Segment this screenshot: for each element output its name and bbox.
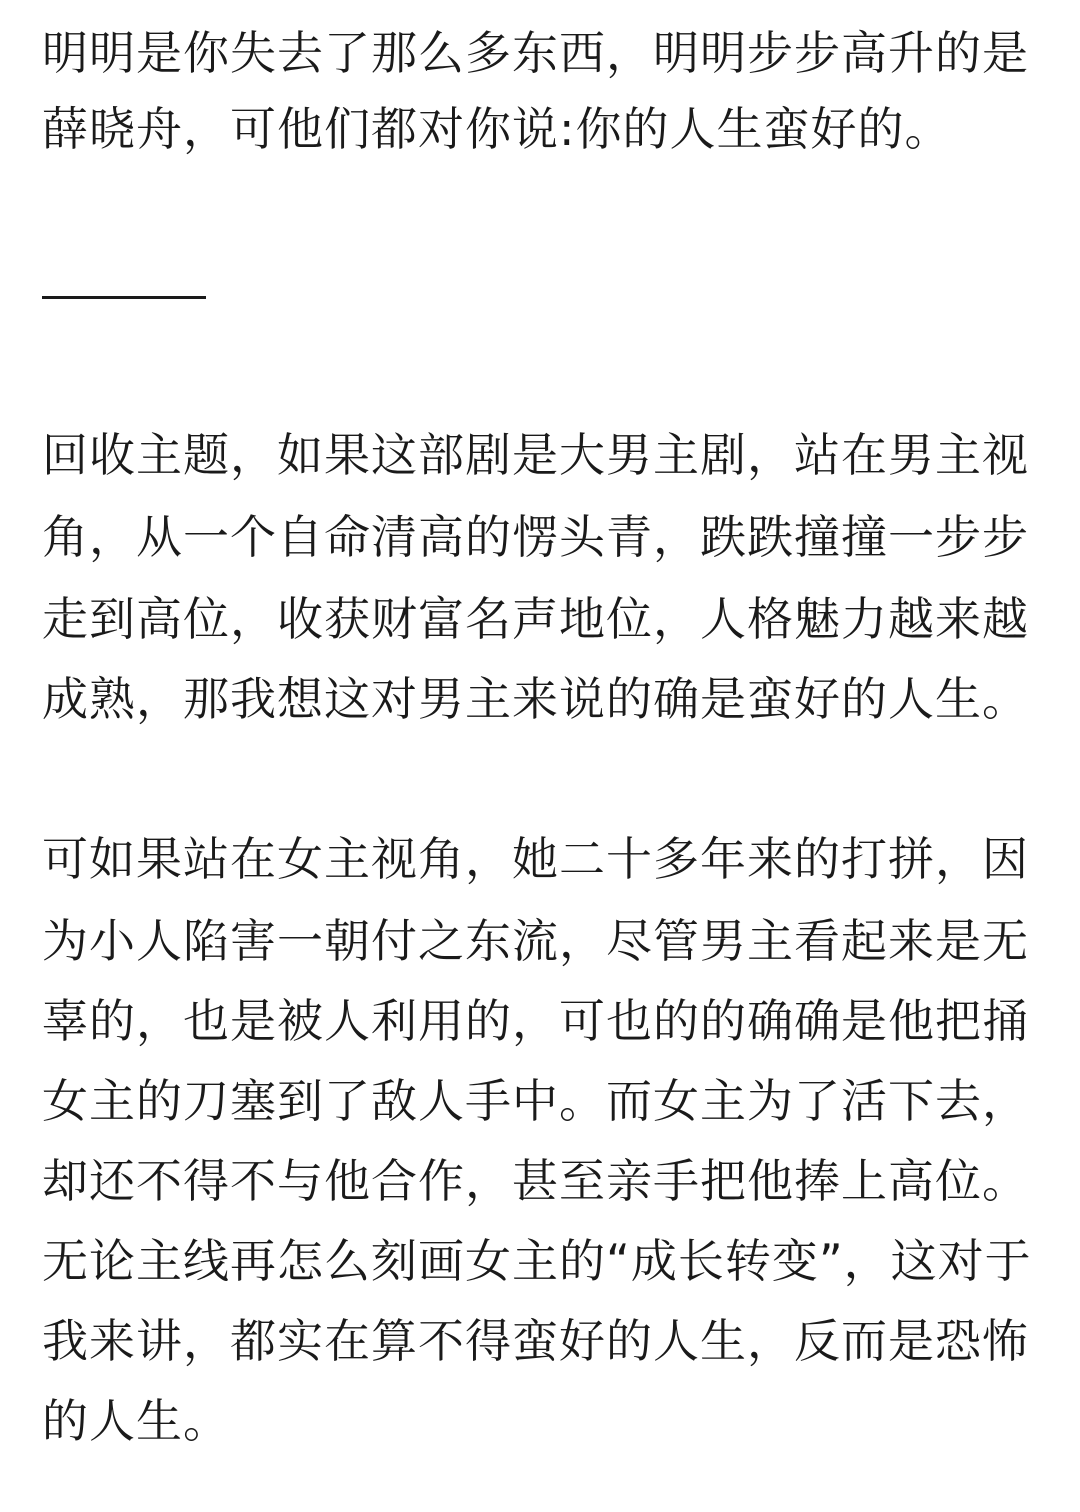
- paragraph-3-line-4: 女主的刀塞到了敌人手中。而女主为了活下去，: [42, 1074, 1029, 1128]
- paragraph-3-line-5: 却还不得不与他合作，甚至亲手把他捧上高位。: [42, 1154, 1029, 1208]
- paragraph-3-line-1: 可如果站在女主视角，她二十多年来的打拼，因: [42, 832, 1029, 886]
- paragraph-2-line-3: 走到高位，收获财富名声地位，人格魅力越来越: [42, 592, 1029, 646]
- section-divider: [42, 296, 206, 299]
- paragraph-3-line-3: 辜的，也是被人利用的，可也的的确确是他把捅: [42, 994, 1029, 1048]
- paragraph-3-line-7: 我来讲，都实在算不得蛮好的人生，反而是恐怖: [42, 1314, 1029, 1368]
- paragraph-3-line-6: 无论主线再怎么刻画女主的“成长转变”，这对于: [42, 1234, 1032, 1288]
- paragraph-1-line-2: 薛晓舟，可他们都对你说:你的人生蛮好的。: [42, 102, 952, 156]
- paragraph-2-line-2: 角，从一个自命清高的愣头青，跌跌撞撞一步步: [42, 510, 1029, 564]
- paragraph-3-line-8: 的人生。: [42, 1394, 230, 1448]
- paragraph-3-line-2: 为小人陷害一朝付之东流，尽管男主看起来是无: [42, 914, 1029, 968]
- paragraph-1-line-1: 明明是你失去了那么多东西，明明步步高升的是: [42, 26, 1029, 80]
- paragraph-2-line-4: 成熟，那我想这对男主来说的确是蛮好的人生。: [42, 672, 1029, 726]
- paragraph-2-line-1: 回收主题，如果这部剧是大男主剧，站在男主视: [42, 428, 1029, 482]
